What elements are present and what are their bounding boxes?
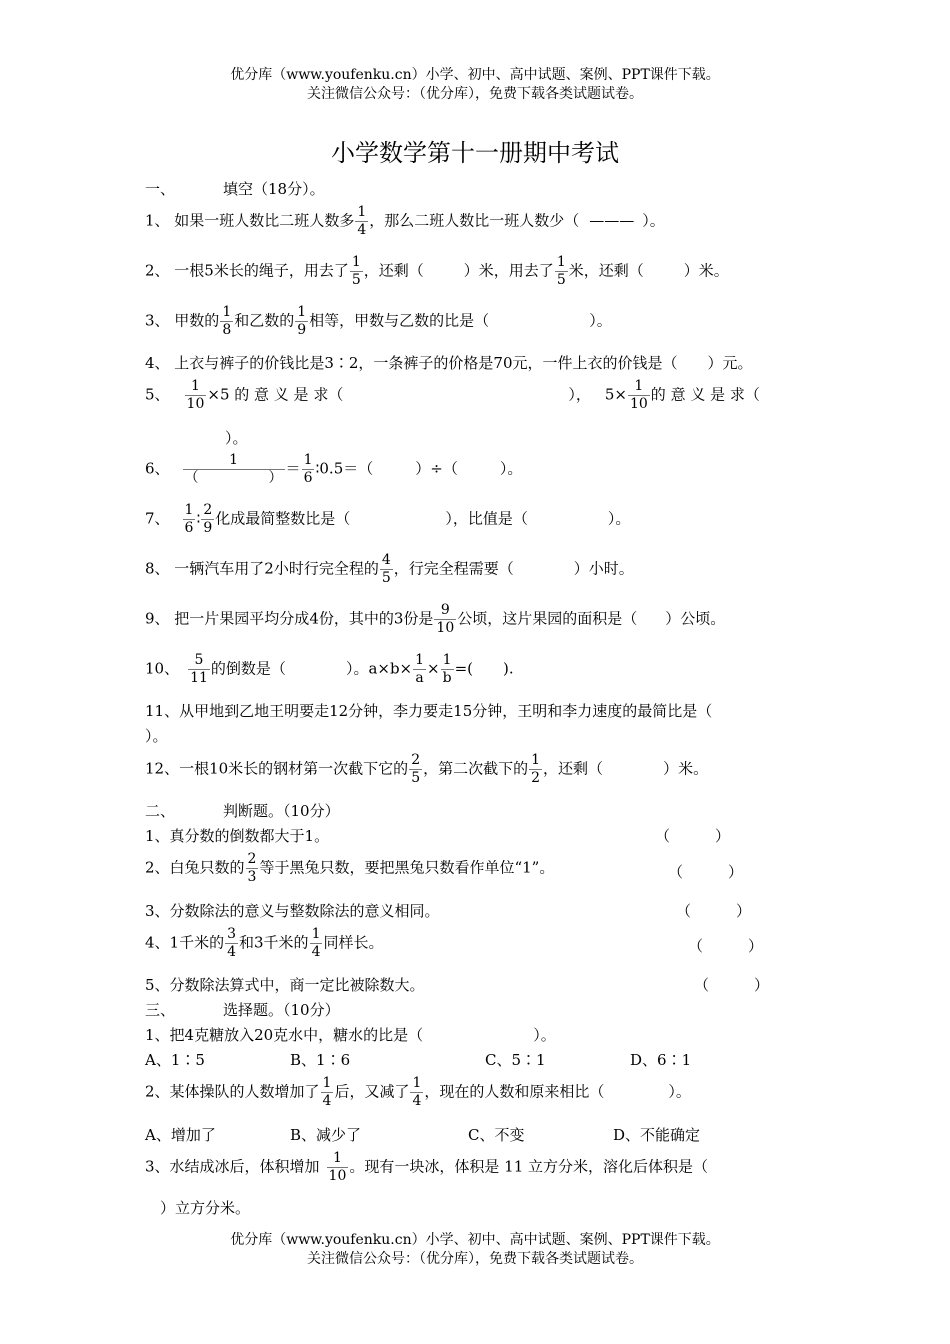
q-text: 3、水结成冰后，体积增加 — [145, 1157, 320, 1176]
question-1-2 — [145, 254, 950, 289]
fraction: $\frac{1}{8}$ — [222, 304, 232, 338]
fraction: $\frac{1}{6}$ — [303, 452, 313, 486]
question-1-7 — [145, 502, 950, 537]
q-text: 5、分数除法算式中，商一定比被除数大。 — [145, 976, 425, 994]
fraction: $\frac{1}{5}$ — [351, 254, 361, 288]
fraction: $\frac{2}{3}$ — [247, 851, 257, 885]
choice-2-option-c: C、不变 — [468, 1126, 525, 1144]
section-2-number: 二、 — [145, 802, 176, 820]
question-1-6 — [145, 452, 950, 487]
q-text: 1、 如果一班人数比二班人数多 — [145, 211, 355, 230]
choice-1-option-d: D、6∶1 — [630, 1051, 692, 1069]
q-text: 等于黑兔只数，要把黑兔只数看作单位“1”。 — [259, 858, 555, 877]
q-text: ）。 — [642, 211, 665, 230]
question-1-11: 11、从甲地到乙地王明要走12分钟，李力要走15分钟，王明和李力速度的最简比是（ — [145, 702, 713, 720]
q-text: 。现有一块冰，体积是 11 立方分米，溶化后体积是（ — [349, 1157, 709, 1176]
q-text: ）。 — [607, 509, 631, 528]
q-text: 和3千米的 — [239, 933, 309, 952]
q-text: 化成最简整数比是（ — [215, 509, 351, 528]
choice-2-option-a: A、增加了 — [145, 1126, 216, 1144]
fraction: $\frac{1}{2}$ — [531, 752, 541, 786]
q-text: ）。a×b× — [345, 659, 413, 678]
q-text: 7、 — [145, 509, 170, 528]
q-text: ）。 — [668, 1082, 691, 1101]
question-1-11-cont: ）。 — [145, 727, 168, 745]
q-text: ）。 — [589, 311, 612, 330]
section-2-title: 判断题。（10分） — [223, 802, 340, 820]
question-1-5 — [145, 378, 950, 413]
q-text: ）米。 — [683, 261, 729, 280]
question-1-9 — [145, 602, 950, 637]
judge-5-paren: （ ） — [694, 976, 770, 994]
choice-2-option-d: D、不能确定 — [613, 1126, 701, 1144]
q-text: 米，还剩（ — [568, 261, 644, 280]
q-text: 的倒数是（ — [210, 659, 286, 678]
q-text: 10、 — [145, 659, 180, 678]
choice-1-option-a: A、1∶5 — [145, 1051, 205, 1069]
q-text: 3、分数除法的意义与整数除法的意义相同。 — [145, 902, 440, 920]
section-3-title: 选择题。（10分） — [223, 1001, 340, 1019]
fraction: $\frac{1}{4}$ — [322, 1075, 332, 1109]
q-text: 6、 — [145, 459, 170, 478]
q-text: 12、一根10米长的钢材第一次截下它的 — [145, 759, 409, 778]
q-text: ）÷（ — [415, 459, 458, 478]
answer-blank: ——— — [589, 211, 635, 230]
choice-1 — [145, 1024, 950, 1045]
choice-3-cont: ）立方分米。 — [160, 1199, 251, 1217]
q-text: ，还剩（ — [543, 759, 604, 778]
choice-1-option-b: B、1∶6 — [290, 1051, 351, 1069]
judge-1-paren: （ ） — [655, 827, 731, 845]
q-text: ＝ — [285, 459, 301, 478]
page-title: 小学数学第十一册期中考试 — [331, 139, 619, 167]
section-3-heading — [145, 999, 950, 1020]
q-text: ∶0.5＝（ — [315, 459, 374, 478]
choice-1-option-c: C、5∶1 — [485, 1051, 546, 1069]
q-text: ，还剩（ — [363, 261, 424, 280]
judge-2-paren: （ ） — [668, 863, 744, 881]
choice-2 — [145, 1075, 950, 1110]
q-text: 后，又减了 — [334, 1082, 410, 1101]
q-text: 2、 一根5米长的绳子，用去了 — [145, 261, 349, 280]
question-1-3 — [145, 304, 950, 339]
q-text: × — [427, 659, 440, 678]
fraction: $\frac{1}{4}$ — [357, 204, 367, 238]
q-text: ），比值是（ — [445, 509, 528, 528]
q-text: ∶ — [196, 509, 201, 528]
q-text: 8、 一辆汽车用了2小时行完全程的 — [145, 559, 379, 578]
q-text: ）。 — [533, 1026, 556, 1044]
section-2-heading — [145, 800, 950, 821]
judge-4-paren: （ ） — [688, 937, 764, 955]
judge-3-paren: （ ） — [676, 902, 752, 920]
fraction: $\frac{9}{10}$ — [436, 602, 455, 636]
header-line-1: 优分库（www.youfenku.cn）小学、初中、高中试题、案例、PPT课件下载。 — [230, 67, 720, 83]
q-text: 公顷，这片果园的面积是（ — [457, 609, 638, 628]
q-text: 4、1千米的 — [145, 933, 225, 952]
q-text: 2、某体操队的人数增加了 — [145, 1082, 320, 1101]
question-1-8 — [145, 552, 950, 587]
fraction: $\frac{1}{b}$ — [442, 652, 452, 686]
q-text: 和乙数的 — [234, 311, 295, 330]
q-text: 2、白兔只数的 — [145, 858, 245, 877]
q-text: ，现在的人数和原来相比（ — [424, 1082, 605, 1101]
choice-3 — [145, 1150, 950, 1185]
fraction: $\frac{1}{10}$ — [629, 378, 648, 412]
fraction: $\frac{1}{5}$ — [556, 254, 566, 288]
fraction: $\frac{2}{5}$ — [411, 752, 421, 786]
fraction: $\frac{1}{4}$ — [311, 926, 321, 960]
choice-2-option-b: B、减少了 — [290, 1126, 362, 1144]
question-1-1 — [145, 204, 950, 239]
q-text: 1、把4克糖放入20克水中，糖水的比是（ — [145, 1026, 424, 1044]
question-1-12 — [145, 752, 950, 787]
q-text: ，第二次截下的 — [423, 759, 529, 778]
section-1-heading — [145, 178, 950, 199]
footer-line-2: 关注微信公众号：（优分库），免费下载各类试题试卷。 — [307, 1251, 643, 1267]
q-text: ×5 的 意 义 是 求（ — [207, 385, 344, 404]
q-text: =( ). — [454, 659, 514, 678]
q-text: ）公顷。 — [665, 609, 726, 628]
q-text: 1、真分数的倒数都大于1。 — [145, 827, 330, 845]
section-3-number: 三、 — [145, 1001, 176, 1019]
q-text: 的 意 义 是 求（ — [650, 385, 760, 404]
header-line-2: 关注微信公众号：（优分库），免费下载各类试题试卷。 — [307, 86, 643, 102]
q-text: ，行完全程需要（ — [393, 559, 514, 578]
question-1-4: 4、 上衣与裤子的价钱比是3∶2，一条裤子的价格是70元，一件上衣的价钱是（ ）元。 — [145, 354, 753, 372]
fraction: $\frac{1}{10}$ — [186, 378, 205, 412]
fraction: $\frac{1}{4}$ — [412, 1075, 422, 1109]
q-text: 同样长。 — [323, 933, 384, 952]
fraction: $\frac{1}{10}$ — [328, 1150, 347, 1184]
section-1-title: 填空（18分）。 — [223, 180, 325, 198]
q-text: 5、 — [145, 385, 170, 404]
fraction: $\frac{2}{9}$ — [203, 502, 213, 536]
fraction: $\frac{1}{9}$ — [297, 304, 307, 338]
q-text: 3、 甲数的 — [145, 311, 220, 330]
q-text: ）小时。 — [573, 559, 634, 578]
q-text: ）米。 — [663, 759, 709, 778]
fraction: $\frac{4}{5}$ — [381, 552, 391, 586]
q-text: ）。 — [499, 459, 523, 478]
fraction: $\frac{1}{a}$ — [415, 652, 425, 686]
section-1-number: 一、 — [145, 180, 176, 198]
q-text: 5× — [604, 385, 627, 404]
q-text: ）米，用去了 — [463, 261, 554, 280]
fraction: $\frac{1}{6}$ — [184, 502, 194, 536]
footer-line-1: 优分库（www.youfenku.cn）小学、初中、高中试题、案例、PPT课件下载。 — [230, 1232, 720, 1248]
question-1-5-cont: ）。 — [225, 429, 248, 447]
fraction: $\frac{3}{4}$ — [227, 926, 237, 960]
q-text: 9、 把一片果园平均分成4份，其中的3份是 — [145, 609, 434, 628]
fraction: $\frac{5}{11}$ — [190, 652, 208, 686]
question-1-10 — [145, 652, 950, 687]
q-text: ，那么二班人数比一班人数少（ — [369, 211, 580, 230]
fraction: $\frac{1}{( )}$ — [184, 452, 283, 486]
q-text: ）， — [568, 385, 591, 404]
q-text: 相等，甲数与乙数的比是（ — [309, 311, 490, 330]
